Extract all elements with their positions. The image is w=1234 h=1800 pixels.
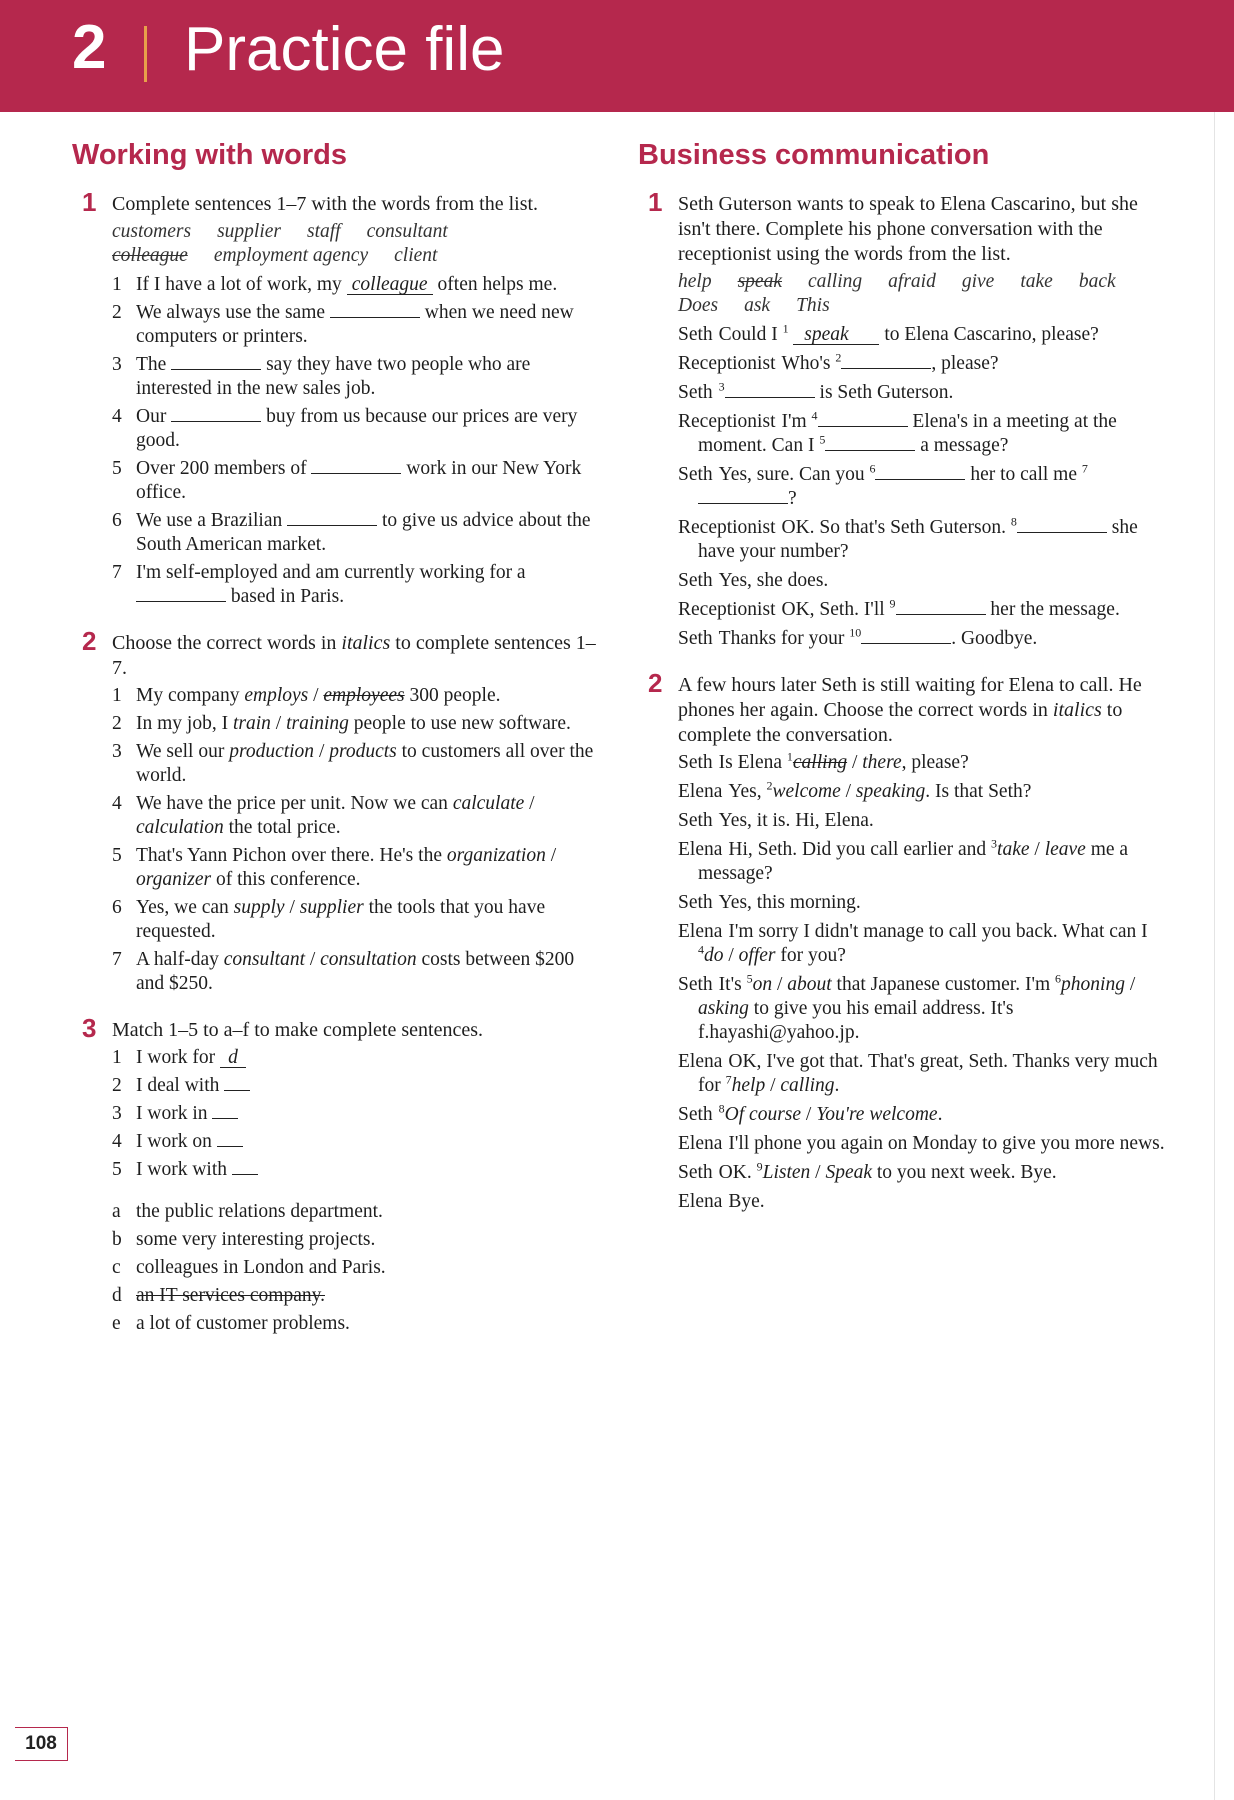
stem-list: [112, 1046, 602, 1182]
line-text: I'll phone you again on Monday to give you more news.: [728, 1132, 1165, 1154]
exercise-3-match: [72, 1012, 602, 1336]
ending-list: [112, 1200, 602, 1336]
dialogue-line: [678, 516, 1170, 564]
gap-number: 3: [991, 836, 998, 851]
option[interactable]: help: [731, 1074, 766, 1096]
item-text: people to use new software.: [353, 712, 571, 734]
line-text: OK, Seth. I'll: [781, 598, 885, 620]
dialogue-line: [678, 598, 1170, 622]
answer-blank[interactable]: [841, 352, 931, 369]
word: take: [1020, 270, 1053, 292]
dialogue-line: [678, 463, 1170, 511]
item-text: A half-day: [136, 948, 219, 970]
option[interactable]: offer: [738, 944, 776, 966]
item-text: We use a Brazilian: [136, 509, 283, 531]
speaker: Elena: [678, 780, 723, 802]
line-text: Yes, sure. Can you: [718, 463, 865, 485]
word: staff: [307, 220, 341, 242]
line-text: that Japanese customer. I'm: [836, 973, 1051, 995]
speaker: Receptionist: [678, 598, 776, 620]
word: give: [961, 270, 995, 292]
margin-rule: [1214, 112, 1215, 1800]
section-title-working-with-words: Working with words: [72, 139, 347, 171]
answer-blank[interactable]: [825, 434, 915, 451]
gap-number: 5: [819, 432, 826, 447]
line-text: Thanks for your: [718, 627, 845, 649]
option[interactable]: consultation: [320, 948, 417, 970]
gap-number: 3: [718, 379, 725, 394]
option[interactable]: Speak: [825, 1161, 873, 1183]
item-text: colleagues in London and Paris.: [136, 1256, 386, 1278]
word: back: [1078, 270, 1116, 292]
exercise-number: 3: [82, 1012, 97, 1043]
answer-blank[interactable]: [232, 1158, 258, 1175]
item-text: of this conference.: [216, 868, 361, 890]
item-text: We always use the same: [136, 301, 326, 323]
item-letter: d: [112, 1284, 122, 1306]
page-header: [0, 0, 1234, 112]
line-text: Yes, this morning.: [718, 891, 861, 913]
item-text: I work in: [136, 1102, 208, 1124]
line-text: she have your number?: [698, 516, 1138, 562]
item-letter: b: [112, 1228, 122, 1250]
instruction-italic: italics: [341, 631, 391, 654]
dialogue-line: Elena I'm sorry I didn't manage to call you back. What can I $^4$do / offer for you?: [678, 920, 1148, 966]
dialogue-line: Elena Yes, $^2$welcome / speaking. Is that Seth?: [678, 778, 1032, 802]
list-item: 7 A half-day consultant / consultation costs between $200 and $250.: [112, 948, 575, 994]
item-letter: e: [112, 1312, 121, 1334]
speaker: Elena: [678, 1050, 723, 1072]
line-text: to give you his email address. It's f.hayashi@yahoo.jp.: [698, 997, 1014, 1043]
option[interactable]: phoning: [1061, 973, 1125, 995]
item-text: some very interesting projects.: [136, 1228, 376, 1250]
item-number: 4: [112, 405, 122, 427]
exercise-number: 2: [82, 625, 97, 656]
speaker: Seth: [678, 1161, 713, 1183]
sentence-list: [112, 273, 602, 609]
line-text: Could I: [718, 323, 778, 345]
instruction-italic: italics: [1052, 698, 1102, 721]
line-text: I'm: [781, 410, 807, 432]
list-item: [112, 1158, 602, 1182]
item-number: 5: [112, 1158, 122, 1180]
page-number: 108: [15, 1727, 68, 1761]
gap-number: 9: [756, 1159, 763, 1174]
exercise-1-phone-conversation: [638, 186, 1170, 651]
option[interactable]: employs: [244, 684, 309, 706]
instruction: Seth Guterson wants to speak to Elena Cascarino, but she isn't there. Complete his phone conversation with the receptionist using the words from the list.: [678, 192, 1138, 265]
list-item: 1 My company employs / employees 300 people.: [112, 684, 501, 706]
item-text: say they have two people who are interested in the new sales job.: [136, 353, 531, 399]
speaker: Seth: [678, 381, 713, 403]
list-item: 5 That's Yann Pichon over there. He's the organization / organizer of this conference.: [112, 844, 557, 890]
speaker: Seth: [678, 973, 713, 995]
option[interactable]: on: [752, 973, 773, 995]
item-text: to customers all over the world.: [136, 740, 594, 786]
line-text: is Seth Guterson.: [819, 381, 954, 403]
word: calling: [807, 270, 863, 292]
line-text: Yes, it is. Hi, Elena.: [718, 809, 874, 831]
line-text: a message?: [920, 434, 1009, 456]
option[interactable]: products: [329, 740, 397, 762]
word: supplier: [217, 220, 281, 242]
word-used: speak: [737, 270, 782, 292]
answer-blank[interactable]: [224, 1074, 250, 1091]
option[interactable]: leave: [1044, 838, 1086, 860]
page-title: Practice file: [184, 15, 505, 84]
dialogue-line: [678, 809, 1170, 833]
item-text: to give us advice about the South American market.: [136, 509, 591, 555]
speaker: Elena: [678, 920, 723, 942]
dialogue-line: [678, 627, 1170, 651]
option-crossed[interactable]: calling: [792, 751, 848, 773]
dialogue-line: Elena Hi, Seth. Did you call earlier and $^3$take / leave me a message?: [678, 836, 1129, 884]
gap-number: 2: [835, 350, 842, 365]
exercise-number: 2: [648, 667, 663, 698]
gap-number: 7: [725, 1072, 732, 1087]
option[interactable]: organizer: [136, 868, 212, 890]
item-letter: a: [112, 1200, 121, 1222]
item-text: We have the price per unit. Now we can: [136, 792, 448, 814]
list-item: [112, 1312, 602, 1336]
line-text: Hi, Seth. Did you call earlier and: [728, 838, 987, 860]
option[interactable]: supplier: [299, 896, 364, 918]
line-text: .: [834, 1074, 840, 1096]
line-text: Yes, she does.: [718, 569, 829, 591]
item-text: based in Paris.: [230, 585, 345, 607]
option[interactable]: speaking: [855, 780, 926, 802]
item-text: Yes, we can: [136, 896, 229, 918]
instruction: [112, 631, 602, 681]
answer-blank[interactable]: [171, 353, 261, 370]
instruction: Complete sentences 1–7 with the words from the list.: [112, 192, 539, 215]
item-text: I work on: [136, 1130, 212, 1152]
exercise-2-conversation-italics: [638, 667, 1170, 1214]
item-number: 3: [112, 740, 122, 762]
word: ask: [744, 294, 771, 316]
exercise-number: 1: [82, 186, 97, 217]
gap-number: 10: [849, 625, 862, 640]
list-item: [112, 1228, 602, 1252]
item-text: work in our New York office.: [136, 457, 582, 503]
item-text: buy from us because our prices are very good.: [136, 405, 578, 451]
option[interactable]: production: [229, 740, 315, 762]
word: consultant: [366, 220, 448, 242]
gap-number: 9: [889, 596, 896, 611]
option[interactable]: calling: [780, 1074, 835, 1096]
line-text: for you?: [780, 944, 846, 966]
line-text: . Goodbye.: [951, 627, 1038, 649]
dialogue-line: Seth OK. $^9$Listen / Speak to you next week. Bye.: [678, 1159, 1057, 1183]
speaker: Elena: [678, 838, 723, 860]
option[interactable]: Of course: [724, 1103, 802, 1125]
dialogue-line: [678, 569, 1170, 593]
item-text: In my job, I: [136, 712, 229, 734]
item-text: If I have a lot of work, my: [136, 273, 342, 295]
option[interactable]: asking: [698, 997, 749, 1019]
answer-blank[interactable]: [287, 509, 377, 526]
option[interactable]: Listen: [762, 1161, 811, 1183]
instruction-text: to complete the conversation.: [678, 698, 1123, 746]
list-item: 2 In my job, I train / training people to use new software.: [112, 712, 571, 734]
list-item: [112, 561, 602, 609]
speaker: Elena: [678, 1190, 723, 1212]
exercise-number: 1: [648, 186, 663, 217]
word: help: [678, 270, 712, 292]
item-text: Our: [136, 405, 167, 427]
item-number: 7: [112, 948, 122, 970]
instruction: [678, 673, 1170, 748]
item-text: That's Yann Pichon over there. He's the: [136, 844, 442, 866]
filled-answer: speak: [793, 325, 879, 345]
list-item: [112, 457, 602, 505]
answer-blank[interactable]: [1017, 516, 1107, 533]
speaker: Seth: [678, 751, 713, 773]
dialogue: [678, 323, 1170, 651]
gap-number: 4: [698, 942, 704, 957]
right-column: [638, 140, 1170, 1226]
instruction-text: to complete sentences 1–7.: [112, 631, 596, 679]
dialogue-line: [678, 410, 1170, 458]
answer-blank[interactable]: [896, 598, 986, 615]
speaker: Seth: [678, 809, 713, 831]
line-text: to you next week. Bye.: [876, 1161, 1057, 1183]
option[interactable]: consultant: [223, 948, 305, 970]
answer-blank[interactable]: [330, 301, 420, 318]
option[interactable]: calculation: [136, 816, 224, 838]
item-number: 5: [112, 457, 122, 479]
word: This: [796, 294, 830, 316]
answer-blank[interactable]: [875, 463, 965, 480]
header-divider: [144, 26, 147, 82]
list-item: [112, 1074, 602, 1098]
instruction-text: Choose the correct words in: [112, 631, 337, 654]
list-item: [112, 509, 602, 557]
option[interactable]: about: [787, 973, 832, 995]
item-text: My company: [136, 684, 240, 706]
list-item: [112, 1046, 602, 1070]
option[interactable]: welcome: [772, 780, 841, 802]
list-item: [112, 301, 602, 349]
line-text: OK.: [718, 1161, 752, 1183]
word: afraid: [888, 270, 936, 292]
line-text: .: [937, 1103, 943, 1125]
line-text: me a message?: [698, 838, 1129, 884]
gap-number: 7: [1081, 461, 1088, 476]
answer-blank[interactable]: [136, 585, 226, 602]
item-number: 3: [112, 1102, 122, 1124]
dialogue-line: Seth $^8$Of course / You're welcome.: [678, 1101, 943, 1125]
dialogue-line: [678, 323, 1170, 347]
line-text: I'm sorry I didn't manage to call you back. What can I: [728, 920, 1148, 942]
list-item: [112, 405, 602, 453]
answer-blank[interactable]: [818, 410, 908, 427]
item-number: 2: [112, 712, 122, 734]
item-number: 1: [112, 273, 122, 295]
gap-number: 1: [782, 321, 789, 336]
item-text: the tools that you have requested.: [136, 896, 546, 942]
option-crossed[interactable]: employees: [323, 684, 405, 706]
gap-number: 8: [718, 1101, 725, 1116]
option[interactable]: do: [704, 944, 724, 966]
option[interactable]: training: [286, 712, 349, 734]
answer-blank[interactable]: [212, 1102, 238, 1119]
item-text: costs between $200 and $250.: [136, 948, 575, 994]
list-item: [112, 1256, 602, 1280]
line-text: Elena's in a meeting at the moment. Can I: [698, 410, 1117, 456]
item-number: 1: [112, 1046, 122, 1068]
word-list: [112, 220, 602, 268]
item-text: a lot of customer problems.: [136, 1312, 350, 1334]
item-text: the public relations department.: [136, 1200, 383, 1222]
option[interactable]: organization: [446, 844, 546, 866]
item-text: Over 200 members of: [136, 457, 307, 479]
dialogue-line: [678, 1132, 1170, 1156]
dialogue-line: [678, 381, 1170, 405]
answer-blank[interactable]: [311, 457, 401, 474]
option[interactable]: train: [232, 712, 271, 734]
answer-blank[interactable]: [171, 405, 261, 422]
speaker: Elena: [678, 1132, 723, 1154]
speaker: Seth: [678, 891, 713, 913]
dialogue-line: [678, 352, 1170, 376]
dialogue-line: Elena OK, I've got that. That's great, Seth. Thanks very much for $^7$help / calling.: [678, 1050, 1158, 1096]
item-number: 2: [112, 1074, 122, 1096]
speaker: Seth: [678, 627, 713, 649]
exercise-1-words: [72, 186, 602, 609]
gap-number: 8: [1010, 514, 1017, 529]
line-text: Yes,: [728, 780, 762, 802]
dialogue-line: Seth Is Elena $^1$calling / there, please?: [678, 749, 969, 773]
item-letter: c: [112, 1256, 121, 1278]
item-text: The: [136, 353, 167, 375]
item-number: 6: [112, 896, 122, 918]
option[interactable]: You're welcome: [816, 1103, 938, 1125]
filled-answer: d: [220, 1048, 246, 1068]
item-text: I'm self-employed and am currently working for a: [136, 561, 526, 583]
speaker: Seth: [678, 323, 713, 345]
word: client: [394, 244, 438, 266]
line-text: . Is that Seth?: [925, 780, 1032, 802]
item-text: I work for: [136, 1046, 216, 1068]
gap-number: 5: [746, 971, 753, 986]
speaker: Seth: [678, 569, 713, 591]
unit-number: 2: [72, 13, 107, 82]
option[interactable]: there: [862, 751, 902, 773]
item-text: when we need new computers or printers.: [136, 301, 574, 347]
word: customers: [112, 220, 192, 242]
line-text: to Elena Cascarino, please?: [884, 323, 1099, 345]
list-item: [112, 1130, 602, 1154]
list-item: [112, 1200, 602, 1224]
dialogue-line: Seth It's $^5$on / about that Japanese customer. I'm $^6$phoning / asking to give you his email address. It's f.hayashi@yahoo.jp.: [678, 971, 1136, 1043]
gap-number: 2: [766, 778, 773, 793]
line-text: OK. So that's Seth Guterson.: [781, 516, 1006, 538]
item-text: an IT services company.: [136, 1284, 325, 1306]
line-text: Is Elena: [718, 751, 783, 773]
word-list: [678, 270, 1170, 318]
item-number: 4: [112, 792, 122, 814]
section-title-business-communication: Business communication: [638, 139, 990, 171]
filled-answer: colleague: [347, 275, 433, 295]
dialogue-line: [678, 891, 1170, 915]
line-text: ?: [788, 487, 797, 509]
item-text: 300 people.: [409, 684, 501, 706]
option[interactable]: supply: [233, 896, 285, 918]
list-item: 3 We sell our production / products to customers all over the world.: [112, 740, 594, 786]
sentence-list: [112, 684, 602, 996]
instruction: Match 1–5 to a–f to make complete sentences.: [112, 1018, 483, 1041]
line-text: OK, I've got that. That's great, Seth. Thanks very much for: [698, 1050, 1158, 1096]
line-text: Bye.: [728, 1190, 765, 1212]
word: employment agency: [213, 244, 369, 266]
speaker: Receptionist: [678, 410, 776, 432]
speaker: Receptionist: [678, 516, 776, 538]
list-item: [112, 273, 602, 297]
item-number: 5: [112, 844, 122, 866]
speaker: Seth: [678, 1103, 713, 1125]
list-item: [112, 1102, 602, 1126]
dialogue: [678, 751, 1170, 1214]
gap-number: 6: [1055, 971, 1062, 986]
line-text: , please?: [931, 352, 999, 374]
word-used: colleague: [112, 244, 188, 266]
line-text: It's: [718, 973, 742, 995]
exercise-2-italics: [72, 625, 602, 996]
answer-blank[interactable]: [217, 1130, 243, 1147]
item-number: 4: [112, 1130, 122, 1152]
option[interactable]: calculate: [452, 792, 525, 814]
item-number: 3: [112, 353, 122, 375]
list-item: 4 We have the price per unit. Now we can calculate / calculation the total price.: [112, 792, 535, 838]
item-number: 2: [112, 301, 122, 323]
line-text: her the message.: [990, 598, 1120, 620]
speaker: Receptionist: [678, 352, 776, 374]
gap-number: 6: [869, 461, 876, 476]
item-text: the total price.: [228, 816, 341, 838]
list-item: 6 Yes, we can supply / supplier the tools that you have requested.: [112, 896, 546, 942]
item-text: I work with: [136, 1158, 227, 1180]
dialogue-line: [678, 1190, 1170, 1214]
line-text: her to call me: [970, 463, 1077, 485]
line-text: , please?: [901, 751, 969, 773]
item-text: often helps me.: [437, 273, 558, 295]
item-number: 6: [112, 509, 122, 531]
word: Does: [678, 294, 719, 316]
answer-blank[interactable]: [861, 627, 951, 644]
item-text: We sell our: [136, 740, 225, 762]
item-text: I deal with: [136, 1074, 220, 1096]
option[interactable]: take: [997, 838, 1030, 860]
item-number: 7: [112, 561, 122, 583]
list-item-used: [112, 1284, 602, 1308]
item-number: 1: [112, 684, 122, 706]
speaker: Seth: [678, 463, 713, 485]
gap-number: 4: [811, 408, 818, 423]
answer-blank[interactable]: [698, 487, 788, 504]
list-item: [112, 353, 602, 401]
instruction-text: A few hours later Seth is still waiting for Elena to call. He phones her again. Choose the correct words in: [678, 673, 1142, 721]
line-text: Who's: [781, 352, 831, 374]
answer-blank[interactable]: [725, 381, 815, 398]
left-column: [72, 140, 602, 1348]
gap-number: 1: [786, 749, 793, 764]
